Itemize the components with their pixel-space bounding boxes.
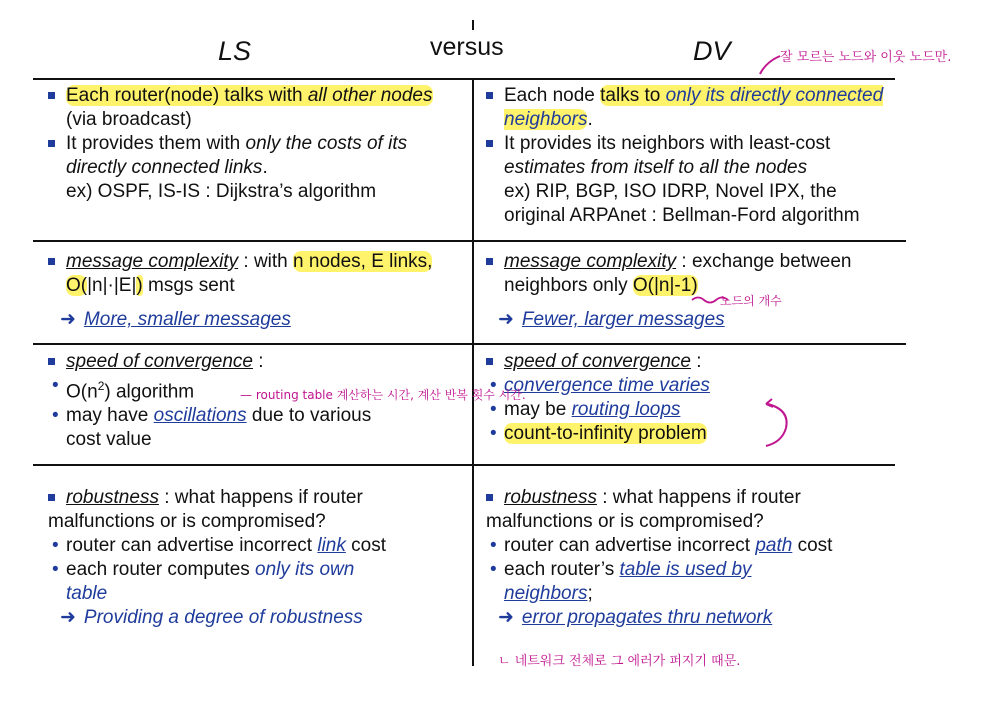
- ls-bullet-provides: It provides them with only the costs of its directly connected links.: [44, 132, 464, 180]
- dv-mc-bullet: message complexity : exchange between neighbors only O(|n|-1): [482, 250, 902, 298]
- ls-rob-bullet: robustness : what happens if router: [44, 486, 464, 510]
- ls-conv-cost: cost value: [66, 429, 152, 451]
- ls-mc-bullet: message complexity : with n nodes, E links, O(|n|·|E|) msgs sent: [44, 250, 464, 298]
- dv-rob-bullet: robustness : what happens if router: [482, 486, 902, 510]
- dv-bullet-provides: It provides its neighbors with least-cost estimates from itself to all the nodes: [482, 132, 912, 180]
- dv-rob-arrow: ➜ error propagates thru network: [482, 606, 902, 630]
- ink-note-nodes: 노드의 개수: [720, 294, 782, 308]
- dv-rob-table: • each router’s table is used by: [482, 558, 902, 582]
- ink-stroke-top: [760, 56, 780, 74]
- ls-rob-table: table: [66, 583, 108, 604]
- dv-rob-neighbors: neighbors;: [504, 583, 593, 604]
- ink-note-convergence: — routing table 계산하는 시간, 계산 반복 횟수 시간.: [240, 388, 526, 402]
- header-dv: DV: [693, 36, 731, 66]
- ink-note-error: ㄴ 네트워크 전체로 그 에러가 퍼지기 때문.: [498, 654, 741, 669]
- header-versus: versus: [430, 33, 504, 61]
- ink-note-top: 잘 모르는 노드와 이웃 노드만.: [780, 50, 952, 65]
- dv-conv-bullet: speed of convergence :: [482, 350, 902, 374]
- ls-rob-arrow: ➜ Providing a degree of robustness: [44, 606, 464, 630]
- dv-conv-loops: • may be routing loops: [482, 398, 902, 422]
- ink-loop-arrow: [766, 399, 773, 407]
- ls-conv-oscillations: • may have oscillations due to various: [44, 404, 464, 428]
- ls-mc-arrow: ➜ More, smaller messages: [44, 308, 464, 332]
- ls-rob-link: • router can advertise incorrect link cost: [44, 534, 464, 558]
- ls-rob-cont: malfunctions or is compromised?: [48, 511, 326, 532]
- dv-example-1: ex) RIP, BGP, ISO IDRP, Novel IPX, the: [504, 181, 837, 202]
- dv-rob-cont: malfunctions or is compromised?: [486, 511, 764, 532]
- dv-conv-varies: • convergence time varies: [482, 374, 902, 398]
- ink-loop-bracket: [766, 404, 787, 446]
- dv-bullet-talks: Each node talks to only its directly connected neighbors.: [482, 84, 912, 132]
- dv-conv-infinity: • count-to-infinity problem: [482, 422, 902, 446]
- dv-example-2: original ARPAnet : Bellman-Ford algorithm: [504, 205, 860, 226]
- ls-conv-bullet: speed of convergence :: [44, 350, 464, 374]
- ls-rob-own: • each router computes only its own: [44, 558, 464, 582]
- ls-example: ex) OSPF, IS-IS : Dijkstra’s algorithm: [66, 181, 377, 202]
- header-ls: LS: [218, 36, 252, 66]
- ls-bullet-talks: Each router(node) talks with all other nodes (via broadcast): [44, 84, 464, 132]
- ls-conv-algorithm: • $O(n^2)$ algorithm: [44, 374, 464, 404]
- dv-mc-arrow: ➜ Fewer, larger messages: [482, 308, 902, 332]
- dv-rob-path: • router can advertise incorrect path cost: [482, 534, 902, 558]
